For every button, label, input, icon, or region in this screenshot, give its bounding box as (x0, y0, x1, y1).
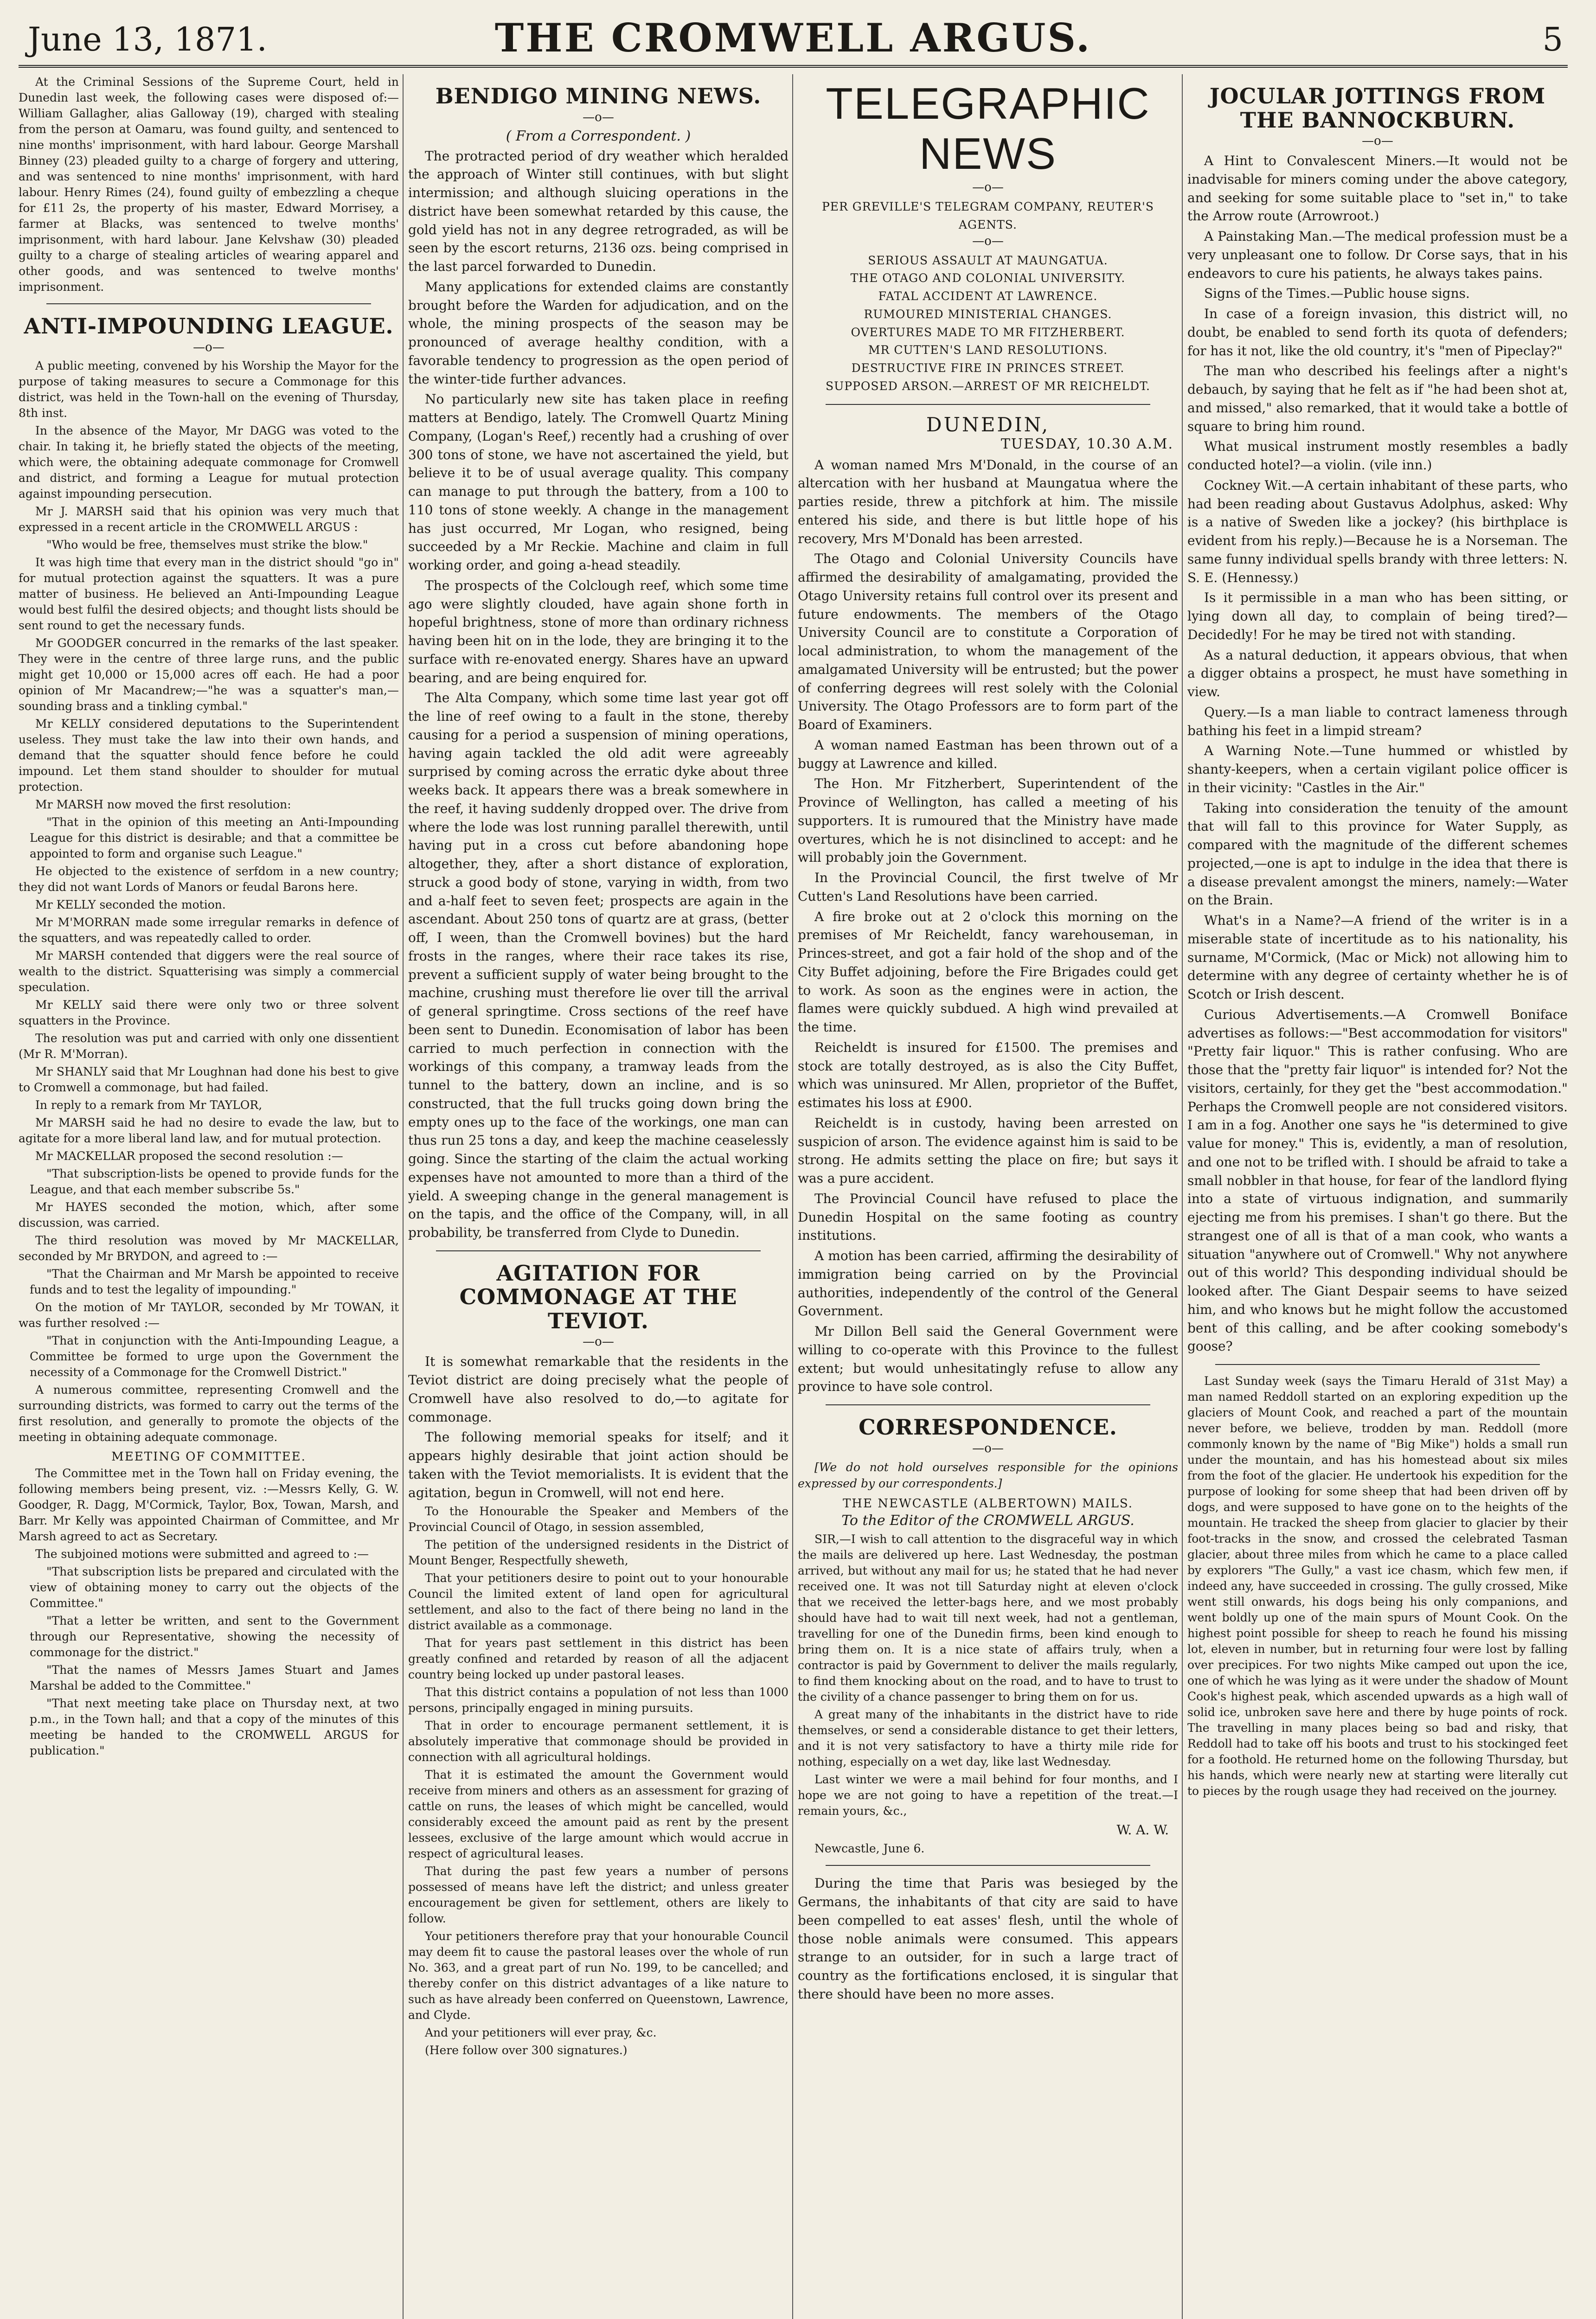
article-paragraph: It is somewhat remarkable that the residents in the Teviot district are doing precisely what the people of Cromwell have also resolved to do,—to agitate for commonage. (408, 1354, 788, 1425)
telegraphic-headline: TELEGRAPHIC NEWS (826, 79, 1150, 179)
memorial-paragraph: That this district contains a population of not less than 1000 persons, principally engaged in mining pursuits. (408, 1685, 788, 1715)
meeting-subhead: MEETING OF COMMITTEE. (111, 1449, 306, 1464)
letter-salutation: To the Editor of the CROMWELL ARGUS. (841, 1512, 1135, 1529)
article-paragraph: The Provincial Council have refused to place the Dunedin Hospital on the same footing as country institutions. (798, 1191, 1178, 1243)
column-rule (1182, 74, 1183, 2319)
article-paragraph: The Otago and Colonial University Councils have affirmed the desirability of amalgamating, provided the Otago University retains full control over its present and future endowments. The members of the Otago University Council are to constitute a Corporation of local administration, to whom the management of the amalgamated University will be entrusted; but the power of conferring degrees will rest solely with the Colonial University. The Otago Professors are to form part of the Board of Examiners. (798, 551, 1178, 733)
letter-paragraph: Last winter we were a mail behind for four months, and I hope we are not going to have a repetition of the treat.—I remain yours, &c., (798, 1772, 1178, 1818)
jotting: Cockney Wit.—A certain inhabitant of these parts, who had been reading about Gustavus Adolphus, asked: Why is a native of Sweden like a jockey? (his birthplace is evident from his reply.)—Because he is a Norseman. The same funny individual spells brandy with three letters: N. S. E. (Hennessy.) (1187, 477, 1568, 585)
telegraphic-article (798, 456, 1178, 1397)
article-paragraph: The Alta Company, which some time last year got off the line of reef owing to a fault in the stone, thereby causing for a period a suspension of mining operations, having again tackled the old adit were agreeably surprised by coming across the erratic dyke about three weeks back. It appears there was a break somewhere in the reef, it having suddenly dropped over. The drive from where the lode was lost running parallel therewith, until having put in a cross cut before abandoning hope altogether, they, after a short distance of exploration, struck a good body of stone, varying in width, from two and a-half feet to seven feet; prospects are again in the ascendant. About 250 tons of quartz are at grass, (better off, I ween, than the Cromwell bovines) but the hard frosts in the ranges, where their race takes its rise, prevent a sufficient supply of water being brought to the machine, crushing must therefore lie over till the arrival of general springtime. Cross sections of the reef have been sent to Dunedin. Economisation of labor has been carried to much perfection in connection with the workings of this company, a tramway leads from the tunnel to the battery, down an incline, and is so constructed, that the full trucks going down bring the empty ones up to the face of the workings, one man can thus run 25 tons a day, and keep the machine ceaselessly going. Since the starting of the claim the actual working expenses have not amounted to more than a third of the yield. A sweeping change in the general management is on the tapis, and the office of the Company, will, in all probability, be transferred from Clyde to Dunedin. (408, 690, 788, 1241)
memorial-paragraph: The petition of the undersigned residents in the District of Mount Benger, Respectfully sheweth, (408, 1538, 788, 1568)
jotting: Query.—Is a man liable to contract lameness through bathing his feet in a limpid stream? (1187, 704, 1568, 738)
letter-paragraph: SIR,—I wish to call attention to the disgraceful way in which the mails are delivered up here. Last Wednesday, the postman arrived, but without any mail for us; he stated that he had never received one. It was not till Saturday night at eleven o'clock that we received the letter-bags here, and we most probably should have had to wait till next week, had not a gentleman, travelling for one of the Dunedin firms, been kind enough to bring them on. It is a nice state of affairs truly, when a contractor is paid by Government to deliver the mails regularly, to find them knocking about on the road, and to have to trust to the civility of a chance passenger to bring them on for us. (798, 1532, 1178, 1704)
article-paragraph: A woman named Mrs M'Donald, in the course of an altercation with her husband at Maungatua where the parties reside, threw a pitchfork at him. The missile entered his side, and there is but little hope of his recovery, Mrs M'Donald has been arrested. (798, 457, 1178, 546)
anti-impounding-article (19, 358, 399, 1445)
separator: —o— (193, 340, 224, 354)
summary-item: FATAL ACCIDENT AT LAWRENCE. (878, 289, 1098, 303)
article-paragraph: Mr MARSH now moved the first resolution: (35, 797, 291, 811)
bendigo-headline: BENDIGO MINING NEWS. (435, 83, 762, 109)
letter-body (798, 1531, 1178, 1819)
article-paragraph: The protracted period of dry weather which heralded the approach of Winter still continues, with but slight intermission; and although sluicing operations in the district have been somewhat retarded by this cause, the gold yield has not in any degree retrograded, as will be seen by the escort returns, 2136 ozs. being comprised in the last parcel forwarded to Dunedin. (408, 148, 788, 275)
article-paragraph: The Hon. Mr Fitzherbert, Superintendent of the Province of Wellington, has called a meeting of his supporters. It is rumoured that the Ministry have made overtures, which he is not disinclined to accept: and he will probably join the Government. (798, 776, 1178, 865)
article-paragraph: Mr KELLY seconded the motion. (35, 897, 226, 911)
article-paragraph: The third resolution was moved by Mr MACKELLAR, seconded by Mr BRYDON, and agreed to :— (19, 1233, 399, 1263)
summary-item: THE OTAGO AND COLONIAL UNIVERSITY. (850, 271, 1126, 285)
article-paragraph: The Committee met in the Town hall on Friday evening, the following members being present, viz. :—Messrs Kelly, G. W. Goodger, R. Dagg, M'Cormick, Taylor, Box, Towan, Marsh, and Barr. Mr Kelly was appointed Chairman of Committee, and Mr Marsh agreed to act as Secretary. (19, 1466, 399, 1543)
memorial-paragraph: To the Honourable the Speaker and Members of the Provincial Council of Otago, in session assembled, (408, 1505, 788, 1534)
article-paragraph: A public meeting, convened by his Worship the Mayor for the purpose of taking measures to secure a Commonage for this district, was held in the Town-hall on the evening of Thursday, 8th inst. (19, 359, 399, 420)
article-paragraph: Mr J. MARSH said that his opinion was very much that expressed in a recent article in the CROMWELL ARGUS : (19, 504, 399, 534)
article-paragraph: A motion has been carried, affirming the desirability of immigration being carried on by the Provincial authorities, independently of the control of the General Government. (798, 1248, 1178, 1319)
byline: ( From a Correspondent. ) (506, 128, 691, 144)
newspaper-title: THE CROMWELL ARGUS. (494, 15, 1092, 61)
memorial-paragraph: That in order to encourage permanent settlement, it is absolutely imperative that commonage should be provided in connection with all agricultural holdings. (408, 1719, 788, 1764)
article-quote: "That subscription lists be prepared and circulated with the view of obtaining money to carry out the objects of the Committee." (30, 1564, 399, 1610)
summary-item: SERIOUS ASSAULT AT MAUNGATUA. (868, 253, 1108, 267)
divider (826, 404, 1150, 405)
article-paragraph: In reply to a remark from Mr TAYLOR, (35, 1098, 263, 1112)
issue-date: June 13, 1871. (28, 20, 267, 58)
jotting: Is it permissible in a man who has been sitting, or lying down all day, to complain of being tired?—Decidedly! For he may be tired not with standing. (1187, 590, 1568, 642)
separator: —o— (583, 110, 614, 124)
article-paragraph: The prospects of the Colclough reef, which some time ago were slightly clouded, have again shone forth in hopeful brightness, stone of more than ordinary richness having been hit on in the lode, they are bringing it to the surface with re-enovated energy. Shares have an upward bearing, and are being enquired for. (408, 577, 788, 685)
article-paragraph: Mr KELLY said there were only two or three solvent squatters in the Province. (19, 998, 399, 1027)
article-paragraph: Reicheldt is in custody, having been arrested on suspicion of arson. The evidence against him is said to be strong. He admits setting the place on fire; but says it was a pure accident. (798, 1115, 1178, 1186)
article-paragraph: Mr MACKELLAR proposed the second resolution :— (35, 1149, 343, 1163)
article-paragraph: In the Provincial Council, the first twelve of Mr Cutten's Land Resolutions have been carried. (798, 870, 1178, 904)
article-paragraph: Mr Dillon Bell said the General Government were willing to co-operate with this Province to the fullest extent; but would unhesitatingly refuse to allow any province to have sole control. (798, 1324, 1178, 1395)
jotting: In case of a foreign invasion, this district will, no doubt, be enabled to send forth its quota of defenders; for has it not, like the old country, it's "men of Pipeclay?" (1187, 306, 1568, 359)
article-paragraph: Mr M'MORRAN made some irregular remarks in defence of the squatters, and was repeatedly called to order. (19, 915, 399, 945)
letter-title: THE NEWCASTLE (ALBERTOWN) MAILS. (842, 1496, 1134, 1511)
dispatch-time: TUESDAY, 10.30 A.M. (1000, 436, 1173, 452)
letter-signature: W. A. W. (1116, 1822, 1169, 1838)
summary-item: DESTRUCTIVE FIRE IN PRINCES STREET. (851, 361, 1125, 375)
article-quote: "That a letter be written, and sent to the Government through our Representative, showing the necessity of commonage for the district." (30, 1614, 399, 1659)
column-3 (798, 74, 1178, 2319)
memorial-paragraph: Your petitioners therefore pray that your honourable Council may deem fit to cause the pastoral leases over the whole of run No. 363, and a great part of run No. 199, to be cancelled; and thereby confer on this district advantages of a like nature to such as have already been conferred on Queenstown, Lawrence, and Clyde. (408, 1929, 788, 2022)
agitation-headline: AGITATION FOR COMMONAGE AT THE TEVIOT. (459, 1260, 737, 1333)
article-paragraph: Mr KELLY considered deputations to the Superintendent useless. They must take the law into their own hands, and demand that the squatter should fence before he could impound. Let them stand shoulder to shoulder for mutual protection. (19, 717, 399, 794)
article-paragraph: He objected to the existence of serfdom in a new country; they did not want Lords of Manors or feudal Barons here. (19, 864, 399, 894)
jotting: A Painstaking Man.—The medical profession must be a very unpleasant one to follow. Dr Corse says, that in his endeavors to cure his patients, he always takes pains. (1187, 229, 1568, 281)
news-summary (798, 252, 1178, 396)
masthead (19, 9, 1568, 68)
summary-item: RUMOURED MINISTERIAL CHANGES. (864, 307, 1112, 321)
memorial-paragraph: That it is estimated the amount the Government would receive from miners and others as an assessment for grazing of cattle on runs, the leases of which might be cancelled, would considerably exceed the amount paid as rent by the present lessees, exclusive of the large amount which would accrue in respect of agricultural leases. (408, 1768, 788, 1861)
article-paragraph: Mr MARSH said he had no desire to evade the law, but to agitate for a more liberal land law, and for mutual protection. (19, 1115, 399, 1145)
article-paragraph: Mr GOODGER concurred in the remarks of the last speaker. They were in the centre of three large runs, and the public might get 10,000 or 15,000 acres off each. He had a poor opinion of Mr Macandrew;—"he was a squatter's man,—sounding brass and a tinkling cymbal." (19, 636, 399, 713)
separator: —o— (583, 1335, 614, 1349)
court-report: At the Criminal Sessions of the Supreme Court, held in Dunedin last week, the following cases were disposed of:—William Gallagher, alias Galloway (19), charged with stealing from the person at Oamaru, was found guilty, and sentenced to nine months' imprisonment, with hard labour. George Marshall Binney (23) pleaded guilty to a charge of forgery and uttering, and was sentenced to nine months' imprisonment, with hard labour. Henry Rimes (24), found guilty of embezzling a cheque for £11 2s, the property of his master, Edward Morrisey, a farmer at Blacks, was sentenced to twelve months' imprisonment, with hard labour. Jane Kelvshaw (30) pleaded guilty to a charge of stealing articles of wearing apparel and other goods, and was sentenced to twelve months' imprisonment. (19, 75, 399, 294)
column-2 (408, 74, 788, 2319)
article-paragraph: In the absence of the Mayor, Mr DAGG was voted to the chair. In taking it, he briefly stated the objects of the meeting, which were, the obtaining adequate commonage for Cromwell and district, and forming a League for mutual protection against impounding persecution. (19, 423, 399, 500)
bendigo-article (408, 147, 788, 1242)
memorial-paragraph: (Here follow over 300 signatures.) (425, 2044, 628, 2057)
memorial-paragraph: And your petitioners will ever pray, &c. (425, 2026, 657, 2040)
committee-minutes (19, 1466, 399, 1759)
jotting: Taking into consideration the tenuity of the amount that will fall to this province for Water Supply, as compared with the magnitude of the different schemes projected,—one is apt to indulge in the idea that there is a disease prevalent amongst the miners, namely:—Water on the Brain. (1187, 800, 1568, 908)
jotting: Curious Advertisements.—A Cromwell Boniface advertises as follows:—"Best accommodation for visitors" "Pretty fair liquor." This is rather confusing. Who are those that the "pretty fair liquor" is intended for? Not the visitors, certainly, for they get the "best accommodation." Perhaps the Cromwell people are not considered visitors. I am in a fog. Another one says he "is determined to give value for money." This is, evidently, a man of resolution, and one not to be trifled with. I should be afraid to take a small nobbler in that house, for fear of the landlord flying into a state of virtuous indignation, and summarily ejecting me from his premises. I shan't go there. But the strangest one of all is that of a man cook, who wants a situation "anywhere out of Cromwell." Why not anywhere out of this world? This desponding individual should be looked after. The Giant Despair seems to have seized him, and who knows but he might follow the accustomed bent of this calling, and be after cooking somebody's goose? (1187, 1006, 1568, 1354)
jotting: Signs of the Times.—Public house signs. (1204, 286, 1470, 301)
divider (826, 1404, 1150, 1405)
column-rule (792, 74, 793, 2319)
memorial-paragraph: That during the past few years a number of persons possessed of means have left the district; and unless greater encouragement be given for settlement, others are likely to follow. (408, 1864, 788, 1926)
jottings-article (1187, 152, 1568, 1356)
separator: —o— (972, 234, 1004, 248)
jotting: What's in a Name?—A friend of the writer is in a miserable state of incertitude as to his nationality, his surname, M'Cormick, (Mac or Mick) not allowing him to determine with any degree of certainty whether he is of Scotch or Irish descent. (1187, 913, 1568, 1002)
article-paragraph: Mr MARSH contended that diggers were the real source of wealth to the district. Squatterising was simply a commercial speculation. (19, 948, 399, 994)
agency-line: PER GREVILLE'S TELEGRAM COMPANY, REUTER'S AGENTS. (821, 200, 1154, 231)
dateline: DUNEDIN, (926, 413, 1050, 436)
timaru-paragraph: Last Sunday week (says the Timaru Herald of 31st May) a man named Reddoll started on an exploring expedition up the glaciers of Mount Cook, and reached a part of the mountain never before, we believe, trodden by man. Reddoll (more commonly known by the name of "Big Mike") holds a small run under the mountain, and has his homestead about six miles from the foot of the glacier. He undertook his expedition for the purpose of looking for some sheep that had been driven off by dogs, and were supposed to have gone on to the heights of the mountain. He tracked the sheep from glacier to glacier by their foot-tracks in the snow, and crossed the celebrated Tasman glacier, about three miles from which he came to a place called by explorers "The Gully," a vast ice chasm, which few men, if indeed any, have succeeded in crossing. The gully crossed, Mike went still onwards, his dogs being his only companions, and went boldly up one of the main spurs of Mount Cook. On the highest point possible for sheep to reach he found his missing lot, eleven in number, but in returning four were lost by falling over precipices. For two nights Mike camped out upon the ice, one of which he was lying as it were under the shadow of Mount Cook's highest peak, which ascended upwards as a high wall of solid ice, unbroken save here and there by huge points of rock. The travelling in many places being so bad and risky, that Reddoll had to take off his boots and trust to his stockinged feet for a foothold. He returned home on the following Thursday, but his hands, which were nearly new at starting were literally cut to pieces by the rough usage they had received on the journey. (1187, 1374, 1568, 1798)
article-quote: "That next meeting take place on Thursday next, at two p.m., in the Town hall; and that a copy of the minutes of this meeting be handed to the CROMWELL ARGUS for publication." (30, 1696, 399, 1757)
article-quote: "That in conjunction with the Anti-Impounding League, a Committee be formed to urge upon the Government the necessity of a Commonage for the Cromwell District." (30, 1333, 399, 1379)
summary-item: SUPPOSED ARSON.—ARREST OF MR REICHELDT. (826, 379, 1150, 393)
article-paragraph: Mr SHANLY said that Mr Loughnan had done his best to give to Cromwell a commonage, but had failed. (19, 1064, 399, 1094)
article-paragraph: Many applications for extended claims are constantly brought before the Warden for adjudication, and on the whole, the mining prospects of the season may be pronounced of average healthy condition, with a favorable tendency to progression as the open period of the winter-tide further advances. (408, 279, 788, 387)
summary-item: MR CUTTEN'S LAND RESOLUTIONS. (868, 343, 1108, 357)
separator: —o— (972, 1441, 1004, 1455)
article-paragraph: A numerous committee, representing Cromwell and the surrounding districts, was formed to carry out the terms of the first resolution, and generally to promote the objects of the meeting in obtaining adequate commonage. (19, 1383, 399, 1444)
article-quote: "That the Chairman and Mr Marsh be appointed to receive funds and to test the legality of impounding." (30, 1267, 399, 1296)
jotting: The man who described his feelings after a night's debauch, by saying that he felt as if "he had been shot at, and missed," also remarked, that it would take a bottle of square to bring him round. (1187, 363, 1568, 434)
correspondence-notice: [We do not hold ourselves responsible for the opinions expressed by our correspondents.] (798, 1460, 1178, 1491)
article-paragraph: Reicheldt is insured for £1500. The premises and stock are totally destroyed, as is also the City Buffet, which was uninsured. Mr Allen, proprietor of the Buffet, estimates his loss at £900. (798, 1039, 1178, 1111)
article-paragraph: Mr HAYES seconded the motion, which, after some discussion, was carried. (19, 1200, 399, 1230)
column-1 (19, 74, 399, 2319)
anti-impounding-headline: ANTI-IMPOUNDING LEAGUE. (24, 314, 394, 339)
agitation-article (408, 1352, 788, 2058)
column-4 (1187, 74, 1568, 2319)
article-paragraph: On the motion of Mr TAYLOR, seconded by Mr TOWAN, it was further resolved :— (19, 1300, 399, 1330)
summary-item: OVERTURES MADE TO MR FITZHERBERT. (851, 325, 1125, 339)
article-paragraph: The following memorial speaks for itself; and it appears highly desirable that joint action should be taken with the Teviot memorialists. It is evident that the agitation, begun in Cromwell, will not end here. (408, 1429, 788, 1500)
jotting: A Hint to Convalescent Miners.—It would not be inadvisable for miners coming under the above category, and seeking for some suitable place to "set in," to take the Arrow route (Arrowroot.) (1187, 153, 1568, 224)
article-quote: "That subscription-lists be opened to provide funds for the League, and that each member subscribe 5s." (30, 1166, 399, 1196)
article-paragraph: It was high time that every man in the district should "go in" for mutual protection against the squatters. It was a pure matter of business. He believed an Anti-Impounding League would best fulfil the desired objects; and thought lists should be sent round to get the necessary funds. (19, 555, 399, 632)
column-rule (403, 74, 404, 2319)
article-quote: "That the names of Messrs James Stuart and James Marshal be added to the Committee." (30, 1663, 399, 1692)
separator: —o— (1362, 134, 1393, 148)
article-paragraph: A woman named Eastman has been thrown out of a buggy at Lawrence and killed. (798, 737, 1178, 771)
divider (1215, 1364, 1540, 1365)
jottings-headline: JOCULAR JOTTINGS FROM THE BANNOCKBURN. (1209, 83, 1546, 133)
article-paragraph: The subjoined motions were submitted and agreed to :— (35, 1547, 369, 1561)
jotting: As a natural deduction, it appears obvious, that when a digger obtains a prospect, he must have something in view. (1187, 647, 1568, 700)
separator: —o— (972, 180, 1004, 195)
divider (826, 1865, 1150, 1866)
paris-paragraph: During the time that Paris was besieged by the Germans, the inhabitants of that city are said to have been compelled to eat asses' flesh, until the whole of those noble animals were consumed. This appears strange to an outsider, for in such a large tract of country as the fortifications enclosed, it is singular that there should have been no more asses. (798, 1876, 1178, 2002)
letter-place: Newcastle, June 6. (814, 1842, 925, 1856)
page-number: 5 (1542, 20, 1563, 58)
article-quote: "Who would be free, themselves must strike the blow." (46, 538, 368, 551)
divider (436, 1250, 761, 1251)
article-paragraph: The resolution was put and carried with only one dissentient (Mr R. M'Morran). (19, 1031, 399, 1061)
memorial-paragraph: That your petitioners desire to point out to your honourable Council the limited extent of land open for agricultural settlement, and also to the fact of there being no land in the district available as a commonage. (408, 1571, 788, 1633)
divider (46, 303, 371, 304)
article-paragraph: No particularly new site has taken place in reefing matters at Bendigo, lately. The Cromwell Quartz Mining Company, (Logan's Reef,) recently had a crushing of over 300 tons of stone, we have not ascertained the yield, but believe it to be of usual average quality. This company can manage to put through the battery, from a 100 to 110 tons of stone weekly. A change in the management has just occurred, Mr Logan, who resigned, being succeeded by a Mr Reckie. Machine and claim in full working order, and going a-head steadily. (408, 391, 788, 573)
article-paragraph: A fire broke out at 2 o'clock this morning on the premises of Mr Reicheldt, fancy warehouseman, in Princes-street, and got a fair hold of the shop and of the City Buffet adjoining, before the Fire Brigades could get to work. As soon as the engines were in action, the flames were quickly subdued. A high wind prevailed at the time. (798, 909, 1178, 1035)
memorial-paragraph: That for years past settlement in this district has been greatly confined and retarded by reason of all the adjacent country being locked up under pastoral leases. (408, 1636, 788, 1682)
article-quote: "That in the opinion of this meeting an Anti-Impounding League for this district is desirable; and that a committee be appointed to form and organise such League." (30, 815, 399, 860)
correspondence-headline: CORRESPONDENCE. (859, 1415, 1117, 1440)
jotting: What musical instrument mostly resembles a badly conducted hotel?—a violin. (vile inn.) (1187, 439, 1568, 473)
letter-paragraph: A great many of the inhabitants in the district have to ride themselves, or send a considerable distance to get their letters, and it is not very satisfactory to have a thirty mile ride for nothing, especially on a wet day, like last Wednesday. (798, 1707, 1178, 1768)
jotting: A Warning Note.—Tune hummed or whistled by shanty-keepers, when a certain vigilant police officer is in their vicinity: "Castles in the Air." (1187, 743, 1568, 795)
